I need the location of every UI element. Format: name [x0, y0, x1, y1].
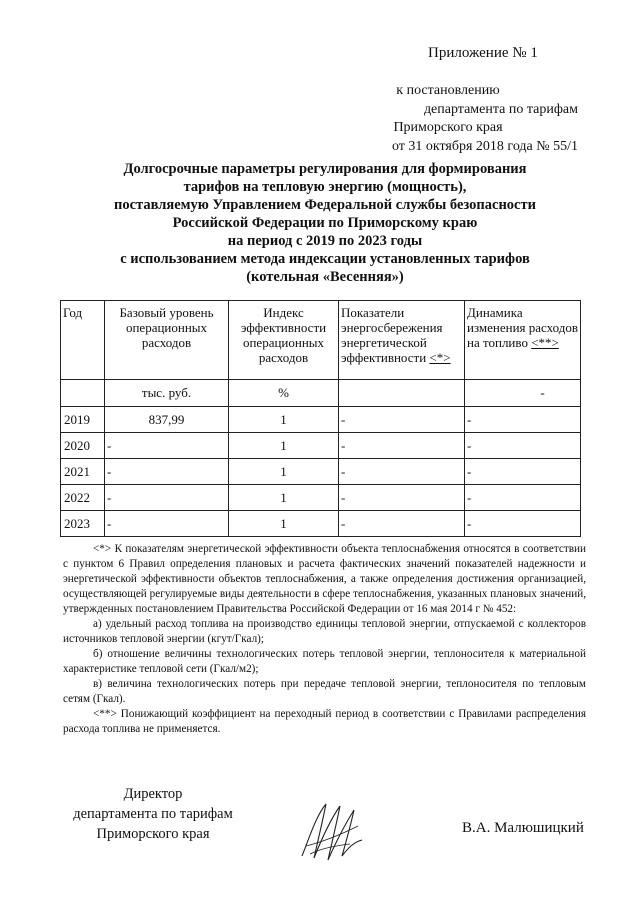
- cell-dynamics: -: [465, 433, 581, 459]
- document-title: [70, 160, 580, 286]
- cell-base: -: [105, 433, 229, 459]
- cell-dynamics: -: [465, 459, 581, 485]
- title-line: тарифов на тепловую энергию (мощность),: [183, 179, 467, 195]
- handwritten-signature-icon: [292, 796, 372, 866]
- footnotes: [63, 542, 586, 737]
- footnote-ref-1: <*>: [429, 350, 451, 365]
- reference-block: [318, 82, 578, 156]
- header-year: Год: [61, 301, 105, 380]
- cell-index: 1: [229, 433, 339, 459]
- units-energy: [339, 380, 465, 407]
- table-units-row: [61, 380, 581, 407]
- cell-year: 2020: [61, 433, 105, 459]
- reference-line: от 31 октября 2018 года № 55/1: [391, 138, 578, 154]
- signatory-title: [62, 784, 244, 844]
- units-index: %: [229, 380, 339, 407]
- header-base-level: Базовый уровень операционных расходов: [105, 301, 229, 380]
- title-line: с использованием метода индексации установленных тарифов: [120, 251, 530, 267]
- cell-energy: -: [339, 511, 465, 537]
- cell-index: 1: [229, 407, 339, 433]
- table-header-row: [61, 301, 581, 380]
- cell-index: 1: [229, 511, 339, 537]
- cell-dynamics: -: [465, 407, 581, 433]
- table-row: [61, 407, 581, 433]
- cell-base: -: [105, 511, 229, 537]
- footnote-paragraph: <*> К показателям энергетической эффективности объекта теплоснабжения относятся в соответствии с пунктом 6 Правил определения плановых и расчета фактических значений показателей надежности и энергетической эффективности объектов теплоснабжения, а также определения достижения организацией, осуществляющей регулируемые виды деятельности в сфере теплоснабжения, указанных плановых значений, утвержденных постановлением Правительства Российской Федерации от 16 мая 2014 г № 452:: [63, 543, 586, 615]
- table-row: [61, 459, 581, 485]
- header-efficiency-index: Индекс эффективности операционных расходов: [229, 301, 339, 380]
- table-row: [61, 485, 581, 511]
- title-line: Российской Федерации по Приморскому краю: [172, 215, 478, 231]
- signatory-line: департамента по тарифам: [73, 806, 233, 822]
- header-dynamics-text: Динамика изменения расходов на топливо: [467, 305, 579, 350]
- cell-energy: -: [339, 459, 465, 485]
- footnote-paragraph: в) величина технологических потерь при передаче тепловой энергии, теплоносителя по тепловым сетям (Гкал).: [63, 678, 586, 705]
- cell-energy: -: [339, 485, 465, 511]
- title-line: Долгосрочные параметры регулирования для формирования: [123, 161, 527, 177]
- cell-energy: -: [339, 407, 465, 433]
- cell-year: 2022: [61, 485, 105, 511]
- reference-line: департамента по тарифам: [423, 101, 578, 117]
- footnote-paragraph: <**> Понижающий коэффициент на переходный период в соответствии с Правилами распределения расхода топлива не применяется.: [63, 708, 586, 735]
- signatory-line: Приморского края: [96, 826, 210, 842]
- signatory-name: В.А. Малюшицкий: [462, 820, 584, 836]
- header-energy-text: Показатели энергосбережения энергетической эффективности: [341, 305, 443, 365]
- reference-line: к постановлению: [396, 83, 500, 98]
- cell-dynamics: -: [465, 511, 581, 537]
- appendix-label: Приложение № 1: [428, 45, 538, 61]
- title-line: поставляемую Управлением Федеральной службы безопасности: [114, 197, 536, 213]
- title-line: на период с 2019 по 2023 годы: [227, 233, 423, 249]
- units-base: тыс. руб.: [105, 380, 229, 407]
- cell-year: 2021: [61, 459, 105, 485]
- cell-base: 837,99: [105, 407, 229, 433]
- footnote-paragraph: а) удельный расход топлива на производство единицы тепловой энергии, отпускаемой с коллекторов источников тепловой энергии (кгут/Гкал);: [63, 618, 586, 645]
- footnote-paragraph: б) отношение величины технологических потерь тепловой энергии, теплоносителя к материальной характеристике тепловой сети (Гкал/м2);: [63, 648, 586, 675]
- cell-index: 1: [229, 459, 339, 485]
- signatory-line: Директор: [123, 786, 183, 802]
- cell-base: -: [105, 459, 229, 485]
- cell-year: 2023: [61, 511, 105, 537]
- cell-year: 2019: [61, 407, 105, 433]
- cell-energy: -: [339, 433, 465, 459]
- units-dynamics: -: [465, 380, 581, 407]
- cell-dynamics: -: [465, 485, 581, 511]
- cell-base: -: [105, 485, 229, 511]
- parameters-table: [60, 300, 581, 537]
- footnote-ref-2: <**>: [531, 335, 559, 350]
- header-energy-saving: [339, 301, 465, 380]
- title-line: (котельная «Весенняя»): [246, 269, 404, 285]
- table-row: [61, 511, 581, 537]
- header-fuel-dynamics: [465, 301, 581, 380]
- table-row: [61, 433, 581, 459]
- cell-index: 1: [229, 485, 339, 511]
- reference-line: Приморского края: [393, 120, 503, 135]
- units-year: [61, 380, 105, 407]
